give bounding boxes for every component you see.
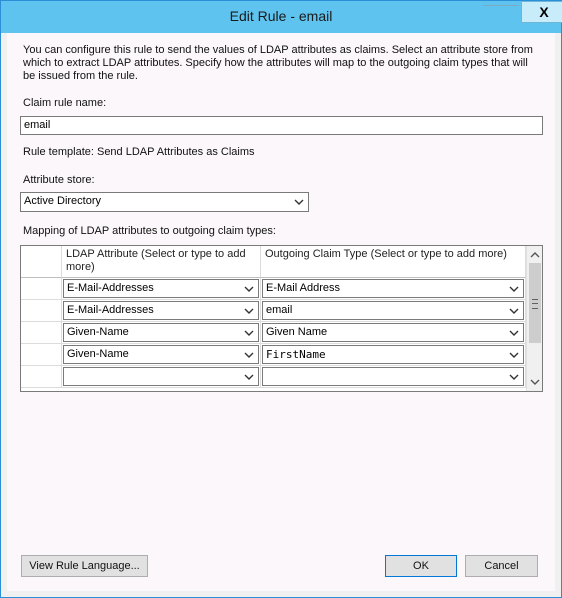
column-header-ldap[interactable]: LDAP Attribute (Select or type to add more) [62,246,261,278]
row-header[interactable] [21,344,62,366]
rule-description: You can configure this rule to send the values of LDAP attributes as claims. Select an attribute store from which to extract LDAP attributes. Specify how the attributes will map to the outgoing claim types that will be issued from the rule. [23,44,533,82]
chevron-down-icon [244,350,254,360]
scroll-down-button[interactable] [527,374,543,391]
view-rule-language-button[interactable]: View Rule Language... [21,555,148,577]
table-row-ldap-cell[interactable] [62,366,261,388]
row-header[interactable] [21,278,62,300]
attribute-store-select[interactable] [20,192,309,212]
row-header[interactable] [21,322,62,344]
table-row-ldap-cell[interactable] [62,300,261,322]
chevron-down-icon [244,328,254,338]
chevron-down-icon [294,197,304,207]
close-icon: X [539,4,549,20]
chevron-down-icon [509,372,519,382]
chevron-down-icon [509,350,519,360]
scroll-up-button[interactable] [527,246,543,263]
rule-template-text: Rule template: Send LDAP Attributes as Claims [23,146,255,158]
chevron-down-icon [509,306,519,316]
title-bar[interactable] [1,1,561,33]
mapping-label: Mapping of LDAP attributes to outgoing claim types: [23,225,276,237]
dialog-title: Edit Rule - email [229,8,333,24]
column-header-claim[interactable]: Outgoing Claim Type (Select or type to add more) [261,246,526,278]
chevron-down-icon [244,284,254,294]
close-button[interactable] [521,1,562,23]
claim-rule-name-input[interactable]: email [20,116,543,135]
chevron-down-icon [244,306,254,316]
attribute-store-label: Attribute store: [23,174,95,186]
chevron-down-icon [509,284,519,294]
table-row-claim-cell[interactable] [261,344,526,366]
grip-icon [532,299,538,309]
table-row-claim-cell[interactable] [261,300,526,322]
claim-type-value: E-Mail Address [266,282,340,294]
ok-button[interactable]: OK [385,555,457,577]
row-header[interactable] [21,300,62,322]
claim-rule-name-label: Claim rule name: [23,97,107,109]
dialog-body [7,33,555,591]
attribute-store-value: Active Directory [24,195,102,207]
ldap-attribute-value: E-Mail-Addresses [67,282,154,294]
claim-type-value: FirstName [266,348,326,361]
table-row-claim-cell[interactable] [261,366,526,388]
cancel-button[interactable]: Cancel [465,555,538,577]
grid-vertical-scrollbar[interactable] [526,246,543,391]
scroll-thumb[interactable] [529,263,541,343]
table-row-ldap-cell[interactable] [62,322,261,344]
table-row-ldap-cell[interactable] [62,278,261,300]
mapping-grid[interactable] [20,245,543,392]
table-row-ldap-cell[interactable] [62,344,261,366]
chevron-down-icon [244,372,254,382]
ldap-attribute-value: Given-Name [67,348,129,360]
ldap-attribute-value: E-Mail-Addresses [67,304,154,316]
chevron-up-icon [530,250,540,260]
row-header[interactable] [21,366,62,388]
chevron-down-icon [509,328,519,338]
table-row-claim-cell[interactable] [261,322,526,344]
table-row-claim-cell[interactable] [261,278,526,300]
row-header-corner [21,246,62,278]
claim-type-value: Given Name [266,326,328,338]
title-bar-separator [483,1,519,6]
ldap-attribute-value: Given-Name [67,326,129,338]
chevron-down-icon [530,377,540,387]
claim-type-value: email [266,304,293,316]
